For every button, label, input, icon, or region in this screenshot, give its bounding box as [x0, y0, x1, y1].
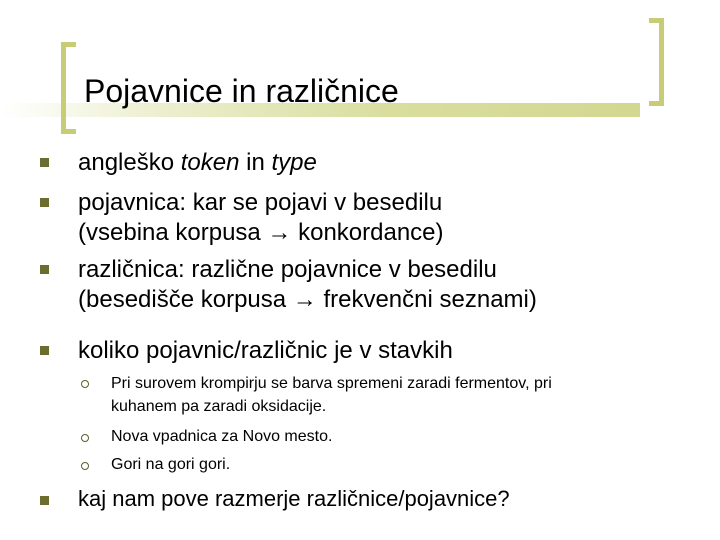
example-line: Pri surovem krompirju se barva spremeni zaradi fermentov, pri: [111, 375, 552, 392]
bullet-razmerje: kaj nam pove razmerje različnice/pojavnice?: [78, 486, 510, 511]
bullet-line: (besedišče korpusa → frekvenčni seznami): [78, 286, 537, 313]
bullet-koliko: koliko pojavnic/različnic je v stavkih: [78, 337, 453, 364]
bullet-razlicnica: [78, 255, 537, 315]
example-sentence-1: [111, 372, 552, 418]
bullet-line: različnica: različne pojavnice v besedilu: [78, 256, 497, 283]
bullet-line: pojavnica: kar se pojavi v besedilu: [78, 189, 443, 216]
example-sentence-3: Gori na gori gori.: [111, 456, 231, 473]
left-bracket-decoration: [61, 42, 76, 134]
term-token: token: [180, 149, 240, 176]
circle-bullet-icon: [81, 434, 89, 442]
right-bracket-decoration: [649, 18, 664, 106]
circle-bullet-icon: [81, 462, 89, 470]
bullet-token-type: [78, 148, 317, 178]
square-bullet-icon: [40, 158, 49, 167]
slide-title: Pojavnice in različnice: [84, 73, 399, 109]
example-sentence-2: Nova vpadnica za Novo mesto.: [111, 428, 333, 445]
example-line: kuhanem pa zaradi oksidacije.: [111, 398, 327, 415]
square-bullet-icon: [40, 346, 49, 355]
circle-bullet-icon: [81, 380, 89, 388]
square-bullet-icon: [40, 198, 49, 207]
square-bullet-icon: [40, 496, 49, 505]
bullet-line: (vsebina korpusa → konkordance): [78, 219, 444, 246]
square-bullet-icon: [40, 265, 49, 274]
term-type: type: [271, 149, 317, 176]
bullet-text-mid: in: [239, 149, 272, 176]
bullet-text-pre: angleško: [78, 149, 181, 176]
bullet-pojavnica: [78, 188, 444, 248]
